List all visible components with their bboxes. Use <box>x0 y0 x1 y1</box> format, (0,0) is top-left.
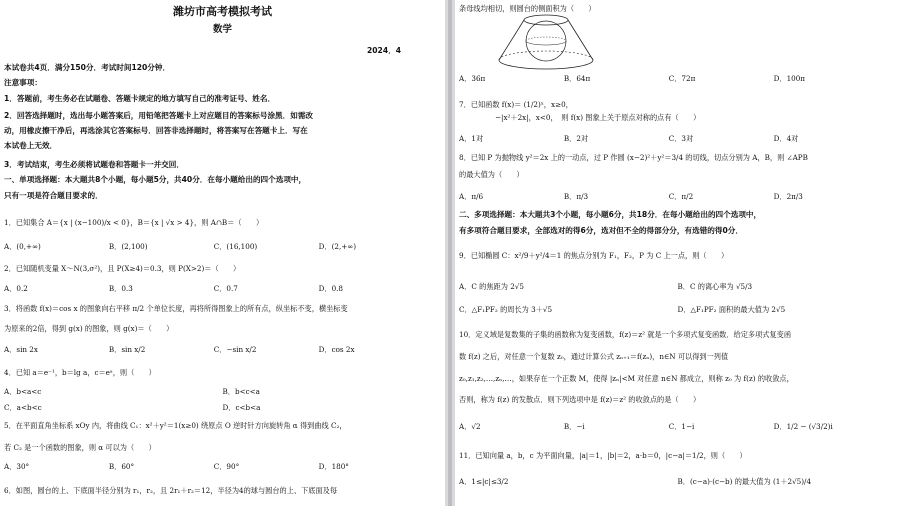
option-row <box>459 282 896 291</box>
option-c: C．90° <box>213 462 240 471</box>
option-d: D．c<b<a <box>222 403 261 412</box>
option-d: D．2π/3 <box>773 192 803 201</box>
intro-line: 2．回答选择题时，选出每小题答案后，用铅笔把答题卡上对应题目的答案标号涂黑．如需改 <box>4 111 314 120</box>
question-stem: 否则，称为 f(z) 的发散点．则下列选项中是 f(z)＝z² 的收敛点的是（ ） <box>459 395 701 404</box>
option-d: D．(2,+∞) <box>318 242 357 251</box>
option-b: B．0.3 <box>108 284 133 293</box>
option-c: C．(16,100) <box>213 242 258 251</box>
section-heading: 一、单项选择题：本大题共8个小题，每小题5分，共40分．在每小题给出的四个选项中， <box>4 175 307 184</box>
exam-date: 2024．4 <box>366 46 401 55</box>
option-d: D．4对 <box>773 134 799 143</box>
section-heading: 有多项符合题目要求，全部选对的得6分，选对但不全的得部分分，有选错的得0分． <box>459 226 743 235</box>
question-stem: 4．已知 a＝e⁻¹，b＝lg a，c＝eᵃ，则（ ） <box>4 368 156 377</box>
option-b: B．b<c<a <box>222 387 260 396</box>
option-a: A．1≤|c|≤3/2 <box>459 477 509 486</box>
question-stem: 若 C₂ 是一个函数的图象，则 α 可以为（ ） <box>4 443 156 452</box>
question-stem: z₀,z₁,z₂,…,zₙ,…，如果存在一个正数 M，使得 |zₙ|<M 对任意 n∈N 都成立，则称 z₀ 为 f(z) 的收敛点， <box>459 374 794 383</box>
option-b: B．2对 <box>563 134 589 143</box>
question-stem: 7．已知函数 f(x)＝ (1/2)ˣ，x≥0， <box>459 100 573 109</box>
question-stem: 数 f(z) 之后，对任意一个复数 z₀，通过计算公式 zₙ₊₁＝f(zₙ)，n∈N 可以得到一列值 <box>459 352 729 361</box>
question-stem: 9．已知椭圆 C：x²/9＋y²/4＝1 的焦点分别为 F₁，F₂，P 为 C 上一点，则（ ） <box>459 251 729 260</box>
option-c: C．3对 <box>668 134 694 143</box>
question-stem: 2．已知随机变量 X～N(3,σ²)，且 P(X≥4)＝0.3，则 P(X>2)＝（ ） <box>4 264 241 273</box>
question-stem: −|x²＋2x|，x<0， 则 f(x) 图象上关于原点对称的点有（ ） <box>495 113 701 122</box>
option-c: C．72π <box>668 74 696 83</box>
option-b: B．−i <box>563 422 585 431</box>
question-stem: 1．已知集合 A＝{x | (x−100)/x < 0}，B＝{x | √x > 4}，则 A∩B＝（ ） <box>4 218 264 227</box>
option-b: B．sin x/2 <box>108 345 146 354</box>
scrollbar[interactable] <box>448 0 452 506</box>
option-c: C．△F₁PF₂ 的周长为 3＋√5 <box>459 305 553 314</box>
option-d: D．180° <box>318 462 349 471</box>
option-c: C．a<b<c <box>4 403 42 412</box>
option-b: B．π/3 <box>563 192 589 201</box>
option-b: B．60° <box>108 462 135 471</box>
option-row <box>459 422 896 431</box>
option-a: A．π/6 <box>459 192 484 201</box>
option-a: A．√2 <box>459 422 481 431</box>
question-stem: 为原来的2倍，得到 g(x) 的图象，则 g(x)＝（ ） <box>4 324 174 333</box>
question-stem: 10．定义域是复数集的子集的函数称为复变函数，f(z)＝z² 就是一个多项式复变函数．给定多项式复变函 <box>459 330 792 339</box>
option-row <box>4 387 441 396</box>
option-a: A．C 的焦距为 2√5 <box>459 282 524 291</box>
option-row <box>4 242 441 251</box>
exam-page-left <box>0 0 445 506</box>
option-b: B．(c−a)·(c−b) 的最大值为 (1＋2√5)/4 <box>677 477 812 486</box>
option-row <box>459 192 896 201</box>
intro-line: 1．答题前，考生务必在试题卷、答题卡规定的地方填写自己的准考证号、姓名． <box>4 94 276 103</box>
question-stem: 条母线均相切，则圆台的侧面积为（ ） <box>459 4 596 13</box>
option-b: B．C 的离心率为 √5/3 <box>677 282 753 291</box>
option-a: A．30° <box>4 462 30 471</box>
question-stem: 5．在平面直角坐标系 xOy 内，将曲线 C₁：x²＋y²＝1(x≥0) 绕原点 O 逆时针方向旋转角 α 得到曲线 C₂， <box>4 421 347 430</box>
intro-line: 3．考试结束，考生必须将试题卷和答题卡一并交回． <box>4 160 184 169</box>
subject-title: 数学 <box>212 24 232 35</box>
option-row <box>459 305 896 314</box>
option-a: A．(0,+∞) <box>4 242 41 251</box>
option-a: A．1对 <box>459 134 484 143</box>
option-c: C．−sin x/2 <box>213 345 257 354</box>
option-a: A．b<a<c <box>4 387 42 396</box>
option-c: C．0.7 <box>213 284 238 293</box>
option-d: D．△F₁PF₂ 面积的最大值为 2√5 <box>677 305 786 314</box>
option-c: C．1−i <box>668 422 695 431</box>
option-row <box>4 462 441 471</box>
exam-title: 潍坊市高考模拟考试 <box>173 5 272 18</box>
option-c: C．π/2 <box>668 192 694 201</box>
option-row <box>459 477 896 486</box>
option-b: B．(2,100) <box>108 242 148 251</box>
option-a: A．36π <box>459 74 486 83</box>
option-b: B．64π <box>563 74 591 83</box>
option-d: D．100π <box>773 74 806 83</box>
option-d: D．cos 2x <box>318 345 355 354</box>
question-stem: 的最大值为（ ） <box>459 170 524 179</box>
intro-line: 本试卷上无效． <box>4 141 58 150</box>
option-d: D．0.8 <box>318 284 344 293</box>
question-stem: 3．将函数 f(x)＝cos x 的图象向右平移 π/2 个单位长度，再将所得图象上的所有点，纵坐标不变，横坐标变 <box>4 304 348 313</box>
option-a: A．sin 2x <box>4 345 38 354</box>
question-stem: 6．如图，圆台的上、下底面半径分别为 r₁，r₂，且 2r₁＋r₂＝12，半径为4的球与圆台的上、下底面及每 <box>4 486 338 495</box>
option-row <box>4 403 441 412</box>
exam-page-right <box>455 0 900 506</box>
intro-line: 注意事项： <box>4 78 42 87</box>
question-stem: 8．已知 P 为抛物线 y²＝2x 上的一动点，过 P 作圆 (x−2)²＋y²＝3/4 的切线，切点分别为 A，B，则 ∠APB <box>459 153 808 162</box>
intro-line: 本试卷共4页．满分150分．考试时间120分钟． <box>4 63 171 72</box>
frustum-sphere-figure <box>491 10 601 72</box>
question-stem: 11．已知向量 a，b，c 为平面向量，|a|＝1，|b|＝2，a·b＝0，|c−a|＝1/2，则（ ） <box>459 451 747 460</box>
option-d: D．1/2 − (√3/2)i <box>773 422 833 431</box>
option-row <box>4 284 441 293</box>
section-heading: 只有一项是符合题目要求的． <box>4 191 103 200</box>
intro-line: 动，用橡皮擦干净后，再选涂其它答案标号．回答非选择题时，将答案写在答题卡上．写在 <box>4 126 308 135</box>
option-row <box>4 345 441 354</box>
page-gutter <box>445 0 455 506</box>
option-a: A．0.2 <box>4 284 28 293</box>
section-heading: 二、多项选择题：本大题共3个小题，每小题6分，共18分．在每小题给出的四个选项中， <box>459 210 762 219</box>
option-row <box>459 74 896 83</box>
option-row <box>459 134 896 143</box>
